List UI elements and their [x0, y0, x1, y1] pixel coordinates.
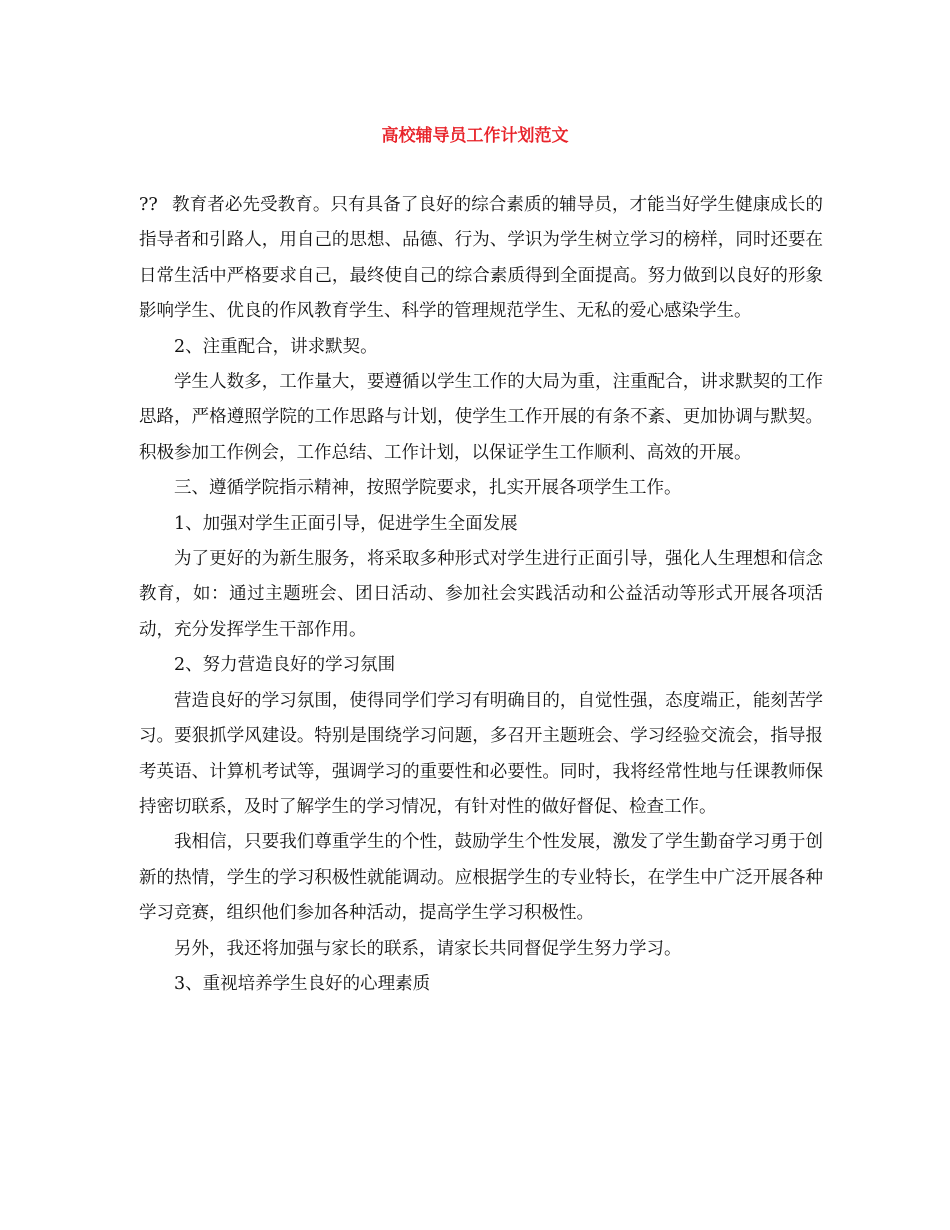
paragraph-1 — [139, 188, 823, 330]
paragraph-11: 3、重视培养学生良好的心理素质 — [174, 973, 431, 994]
paragraph-5: 1、加强对学生正面引导，促进学生全面发展 — [174, 513, 518, 534]
paragraph-10: 另外，我还将加强与家长的联系，请家长共同督促学生努力学习。 — [174, 938, 682, 959]
document-body — [139, 188, 823, 1002]
paragraph-lead-marker: ?? — [139, 195, 158, 215]
paragraph-9: 我相信，只要我们尊重学生的个性，鼓励学生个性发展，激发了学生勤奋学习勇于创新的热情，学生的学习积极性就能调动。应根据学生的专业特长，在学生中广泛开展各种学习竞赛，组织他们参加各种活动，提高学生学习积极性。 — [139, 832, 823, 924]
paragraph-6: 为了更好的为新生服务，将采取多种形式对学生进行正面引导，强化人生理想和信念教育，如：通过主题班会、团日活动、参加社会实践活动和公益活动等形式开展各项活动，充分发挥学生干部作用。 — [139, 549, 823, 640]
document-title: 高校辅导员工作计划范文 — [381, 126, 569, 146]
paragraph-8: 营造良好的学习氛围，使得同学们学习有明确目的，自觉性强，态度端正，能刻苦学习。要狠抓学风建设。特别是围绕学习问题，多召开主题班会、学习经验交流会，指导报考英语、计算机考试等，强调学习的重要性和必要性。同时，我将经常性地与任课教师保持密切联系，及时了解学生的学习情况，有针对性的做好督促、检查工作。 — [139, 690, 823, 817]
paragraph-text: 教育者必先受教育。只有具备了良好的综合素质的辅导员，才能当好学生健康成长的指导者和引路人，用自己的思想、品德、行为、学识为学生树立学习的榜样，同时还要在日常生活中严格要求自己，最终使自己的综合素质得到全面提高。努力做到以良好的形象影响学生、优良的作风教育学生、科学的管理规范学生、无私的爱心感染学生。 — [139, 195, 823, 322]
paragraph-4: 三、遵循学院指示精神，按照学院要求，扎实开展各项学生工作。 — [174, 478, 682, 499]
paragraph-2: 2、注重配合，讲求默契。 — [174, 336, 378, 357]
paragraph-7: 2、努力营造良好的学习氛围 — [174, 655, 396, 676]
paragraph-3: 学生人数多，工作量大，要遵循以学生工作的大局为重，注重配合，讲求默契的工作思路，严格遵照学院的工作思路与计划，使学生工作开展的有条不紊、更加协调与默契。积极参加工作例会，工作总结、工作计划，以保证学生工作顺利、高效的开展。 — [139, 372, 823, 463]
